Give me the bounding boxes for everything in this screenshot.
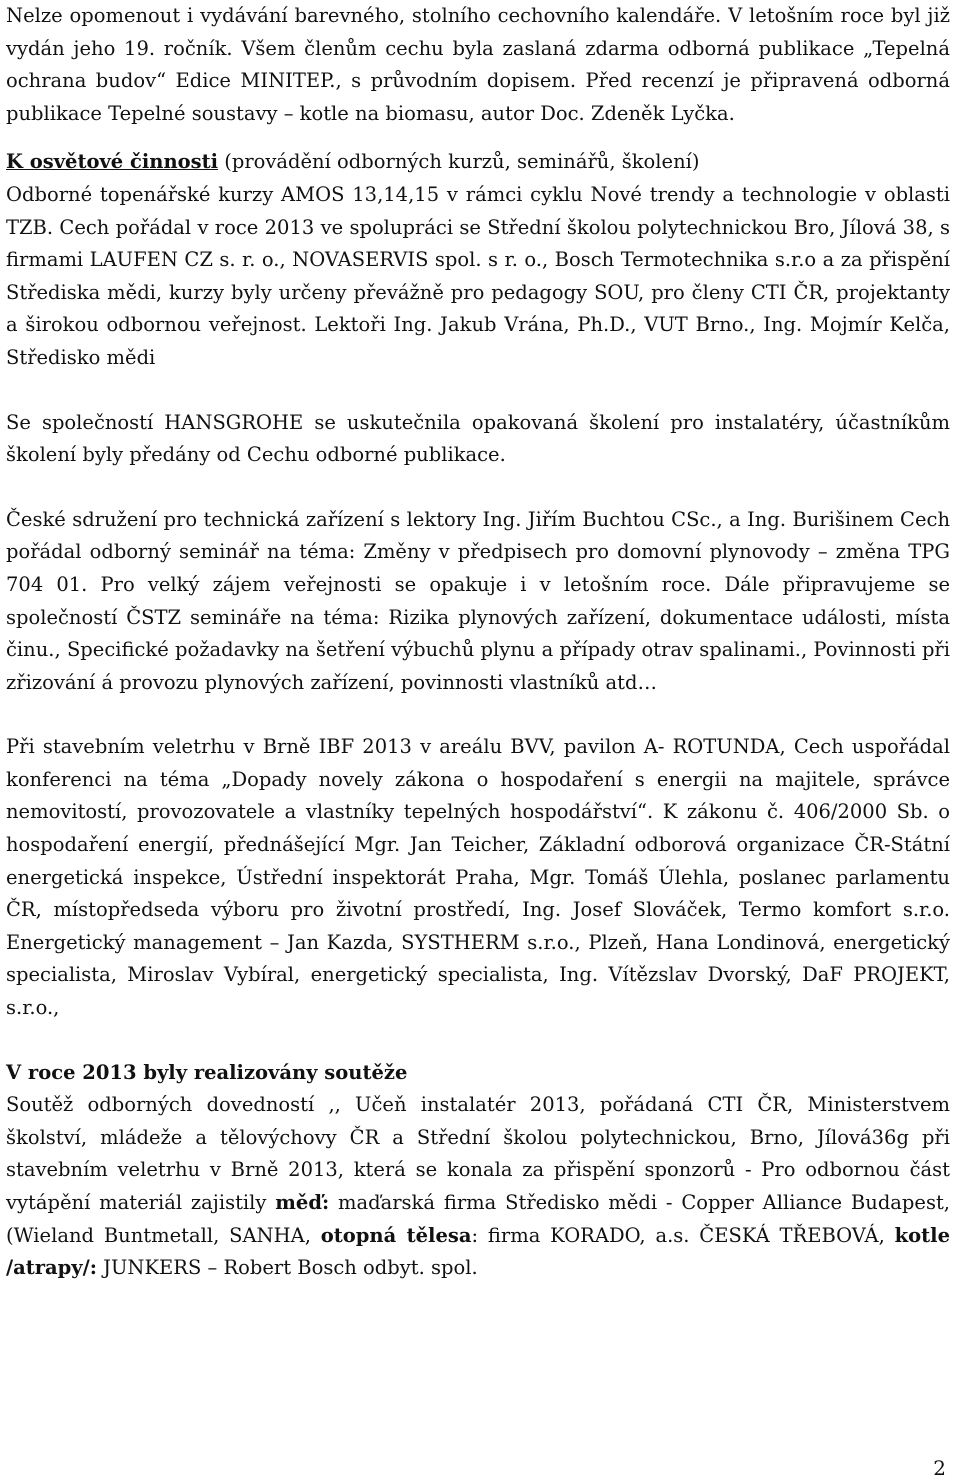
paragraph-courses: Odborné topenářské kurzy AMOS 13,14,15 v rámci cyklu Nové trendy a technologie v oblasti TZB. Cech pořádal v roce 2013 ve spolupráci se Střední školou polytechnickou Bro, Jílová 38, s firmami LAUFEN CZ s. r. o., NOVASERVIS spol. s r. o., Bosch Termotechnika s.r.o a za přispění Střediska mědi, kurzy byly určeny převážně pro pedagogy SOU, pro členy CTI ČR, projektanty a širokou odbornou veřejnost. Lektoři Ing. Jakub Vrána, Ph.D., VUT Brno., Ing. Mojmír Kelča, Středisko mědi <box>6 182 950 369</box>
section-heading-awareness-note: (provádění odborných kurzů, seminářů, školení) <box>218 150 700 174</box>
competitions-text-g: JUNKERS – Robert Bosch odbyt. spol. <box>96 1256 478 1280</box>
competitions-text-a: Soutěž odborných dovedností ,, Učeň instalatér 2013, pořádaná CTI ČR, Ministerstvem školství, mládeže a tělovýchovy ČR a Střední školou polytechnickou, Brno, Jílová36g při stavebním veletrhu v Brně 2013, která se konala za přispění sponzorů - Pro odbornou část vytápění materiál zajistily <box>6 1093 950 1214</box>
section-heading-awareness: K osvětové činnosti <box>6 150 219 174</box>
competitions-text-e: : firma KORADO, a.s. ČESKÁ TŘEBOVÁ, <box>471 1223 895 1247</box>
paragraph-calendar: Nelze opomenout i vydávání barevného, stolního cechovního kalendáře. V letošním roce byl již vydán jeho 19. ročník. Všem členům cechu byla zaslaná zdarma odborná publikace „Tepelná ochrana budov“ Edice MINITEP., s průvodním dopisem. Před recenzí je připravená odborná publikace Tepelné soustavy – kotle na biomasu, autor Doc. Zdeněk Lyčka. <box>6 4 950 125</box>
section-heading-competitions <box>6 1057 950 1090</box>
paragraph-hansgrohe: Se společností HANSGROHE se uskutečnila opakovaná školení pro instalatéry, účastníkům školení byly předány od Cechu odborné publikace. <box>6 410 950 467</box>
document-page <box>6 0 950 1285</box>
competitions-radiators-label: otopná tělesa <box>320 1223 472 1247</box>
paragraph-conference: Při stavebním veletrhu v Brně IBF 2013 v areálu BVV, pavilon A- ROTUNDA, Cech uspořádal konferenci na téma „Dopady novely zákona o hospodaření s energii na majitele, správce nemovitostí, provozovatele a vlastníky tepelných hospodářství“. K zákonu č. 406/2000 Sb. o hospodaření energií, přednášející Mgr. Jan Teicher, Základní odborová organizace ČR-Státní energetická inspekce, Ústřední inspektorát Praha, Mgr. Tomáš Úlehla, poslanec parlamentu ČR, místopředseda výboru pro životní prostředí, Ing. Josef Slováček, Termo komfort s.r.o. Energetický management – Jan Kazda, SYSTHERM s.r.o., Plzeň, Hana Londinová, energetický specialista, Miroslav Vybíral, energetický specialista, Ing. Vítězslav Dvorský, DaF PROJEKT, s.r.o., <box>6 735 950 1020</box>
competitions-boilers-label: kotle /atrapy/: <box>6 1223 950 1280</box>
competitions-text-c: maďarská firma Středisko mědi - Copper Alliance Budapest, (Wieland Buntmetall, SANHA, <box>6 1191 950 1247</box>
paragraph-competitions <box>6 1089 950 1285</box>
page-number: 2 <box>933 1456 946 1480</box>
competitions-copper-label: měď: <box>275 1191 330 1214</box>
paragraph-courses-heading <box>6 146 950 179</box>
paragraph-seminars: České sdružení pro technická zařízení s lektory Ing. Jiřím Buchtou CSc., a Ing. Burišinem Cech pořádal odborný seminář na téma: Změny v předpisech pro domovní plynovody – změna TPG 704 01. Pro velký zájem veřejnosti se opakuje i v letošním roce. Dále připravujeme se společností ČSTZ semináře na téma: Rizika plynových zařízení, dokumentace události, místa činu., Specifické požadavky na šetření výbuchů plynu a případy otrav spalinami., Povinnosti při zřizování á provozu plynových zařízení, povinnosti vlastníků atd… <box>6 507 950 694</box>
competitions-heading-text: V roce 2013 byly realizovány soutěže <box>6 1060 408 1084</box>
